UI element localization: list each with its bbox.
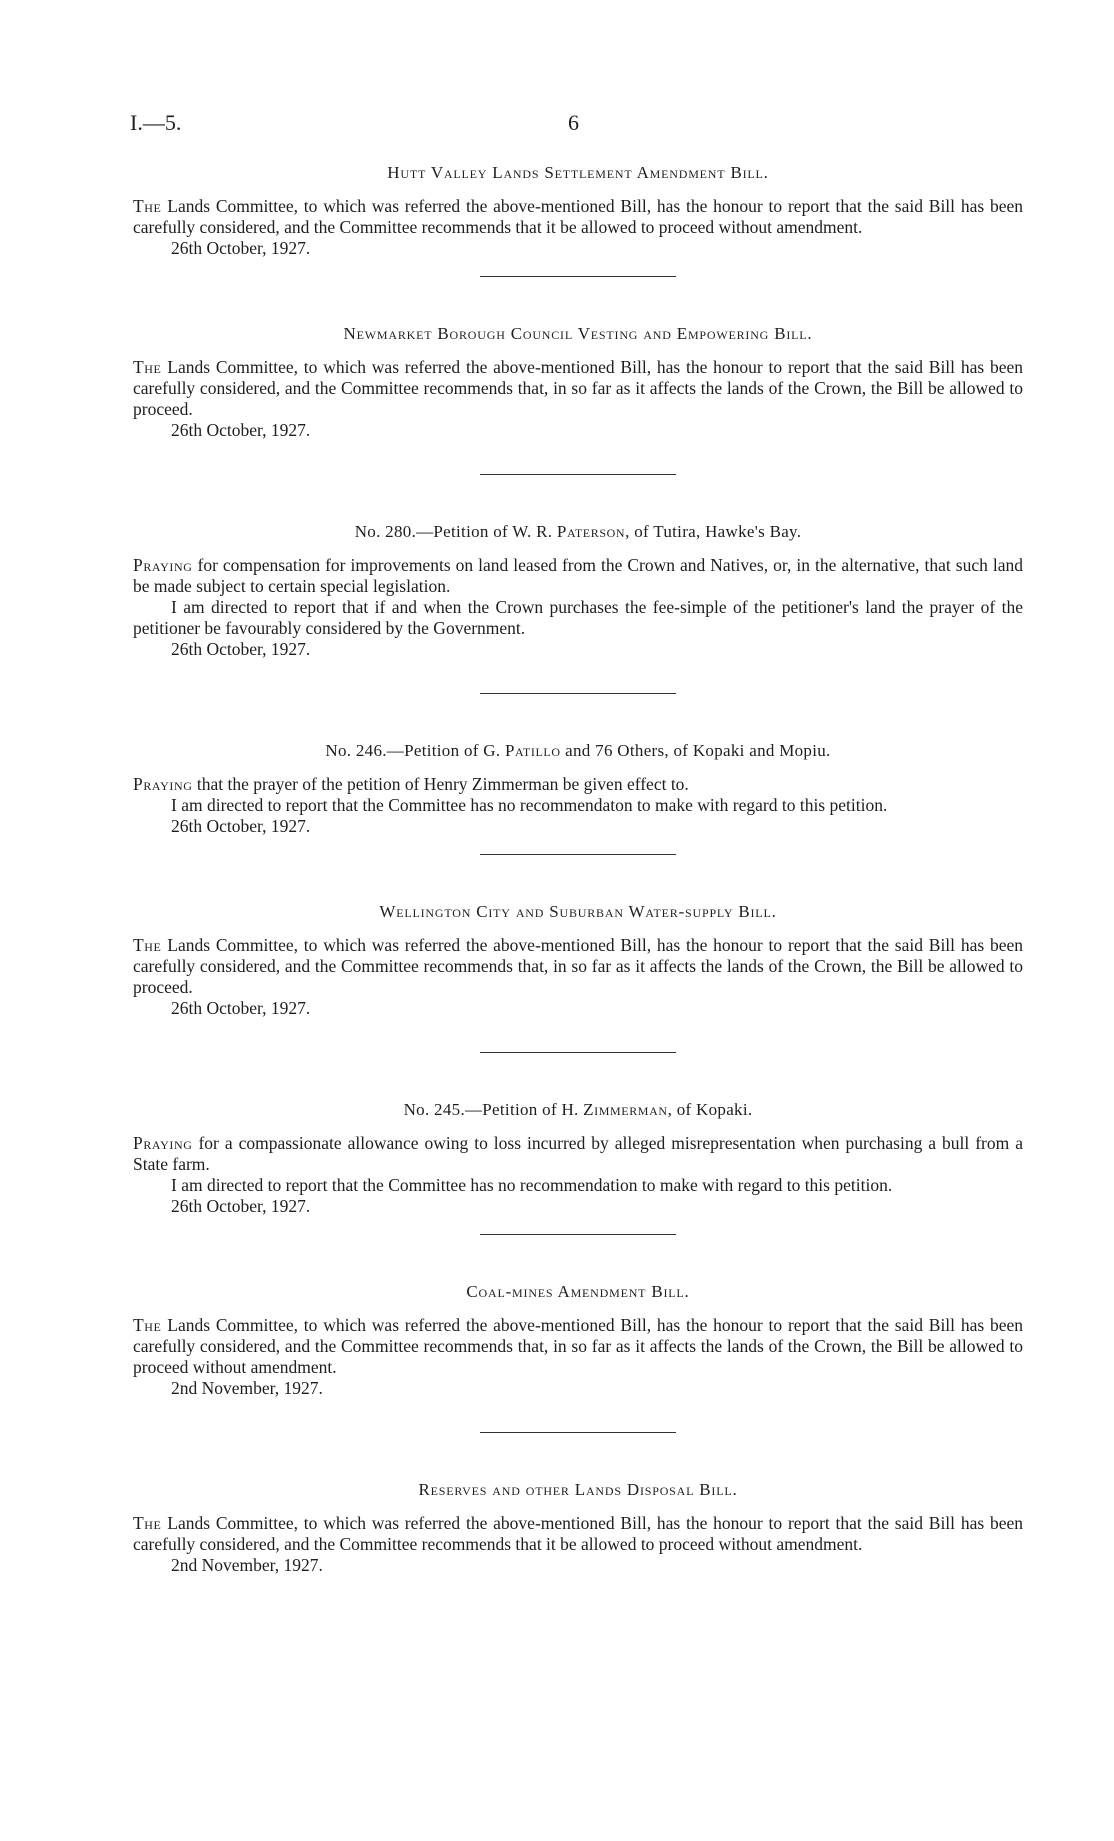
report-section-petition-246 xyxy=(133,740,1023,855)
section-heading: Wellington City and Suburban Water-supply Bill. xyxy=(379,902,777,921)
lead-word: The xyxy=(133,1513,162,1533)
section-divider xyxy=(480,854,676,855)
section-date: 26th October, 1927. xyxy=(171,1196,311,1216)
section-paragraph xyxy=(133,1513,1023,1555)
paragraph-text: that the prayer of the petition of Henry Zimmerman be given effect to. xyxy=(192,774,689,794)
section-divider xyxy=(480,693,676,694)
section-heading xyxy=(133,740,1023,762)
section-heading: Newmarket Borough Council Vesting and Empowering Bill. xyxy=(343,324,813,343)
paragraph-text: Lands Committee, to which was referred the above-mentioned Bill, has the honour to report that the said Bill has been carefully considered, and the Committee recommends that, in so far as it affects the lands of the Crown, the Bill be allowed to proceed without amendment. xyxy=(133,1315,1023,1377)
report-section-reserves xyxy=(133,1479,1023,1576)
lead-word: The xyxy=(133,935,162,955)
lead-word: The xyxy=(133,196,162,216)
report-section-wellington-water xyxy=(133,901,1023,1053)
section-heading: Coal-mines Amendment Bill. xyxy=(466,1282,690,1301)
section-date: 26th October, 1927. xyxy=(171,998,311,1018)
paragraph-text: Lands Committee, to which was referred the above-mentioned Bill, has the honour to report that the said Bill has been carefully considered, and the Committee recommends that it be allowed to proceed without amendment. xyxy=(133,196,1023,237)
lead-word: Praying xyxy=(133,774,193,794)
report-paragraph: I am directed to report that the Committee has no recommendaton to make with regard to this petition. xyxy=(171,795,888,815)
paragraph-text: Lands Committee, to which was referred the above-mentioned Bill, has the honour to report that the said Bill has been carefully considered, and the Committee recommends that it be allowed to proceed without amendment. xyxy=(133,1513,1023,1554)
section-date: 26th October, 1927. xyxy=(171,639,311,659)
parliamentary-paper-reference: I.—5. xyxy=(130,110,182,135)
section-divider xyxy=(480,1052,676,1053)
page-number: 6 xyxy=(568,110,579,135)
report-paragraph: I am directed to report that if and when the Crown purchases the fee-simple of the petitioner's land the prayer of the petitioner be favourably considered by the Government. xyxy=(133,597,1023,638)
section-date: 26th October, 1927. xyxy=(171,420,311,440)
paragraph-text: Lands Committee, to which was referred the above-mentioned Bill, has the honour to report that the said Bill has been carefully considered, and the Committee recommends that, in so far as it affects the lands of the Crown, the Bill be allowed to proceed. xyxy=(133,357,1023,419)
section-date: 26th October, 1927. xyxy=(171,816,311,836)
heading-text: , of Tutira, Hawke's Bay. xyxy=(625,522,802,541)
heading-text: No. 246.—Petition of G. xyxy=(325,741,505,760)
section-heading xyxy=(133,521,1023,543)
paragraph-text: for a compassionate allowance owing to loss incurred by alleged misrepresentation when purchasing a bull from a State farm. xyxy=(133,1133,1023,1174)
report-body xyxy=(133,162,1023,1576)
section-heading: Hutt Valley Lands Settlement Amendment Bill. xyxy=(387,163,769,182)
lead-word: The xyxy=(133,1315,162,1335)
petitioner-name: Zimmerman xyxy=(583,1100,668,1119)
lead-word: Praying xyxy=(133,555,193,575)
heading-text: , of Kopaki. xyxy=(667,1100,753,1119)
lead-word: Praying xyxy=(133,1133,193,1153)
section-paragraph xyxy=(133,555,1023,597)
section-divider xyxy=(480,474,676,475)
report-section-petition-280 xyxy=(133,521,1023,694)
heading-text: and 76 Others, of Kopaki and Mopiu. xyxy=(560,741,831,760)
petitioner-name: Patillo xyxy=(504,741,561,760)
paragraph-text: for compensation for improvements on land leased from the Crown and Natives, or, in the alternative, that such land be made subject to certain special legislation. xyxy=(133,555,1023,596)
lead-word: The xyxy=(133,357,162,377)
section-paragraph xyxy=(133,357,1023,420)
report-section-petition-245 xyxy=(133,1099,1023,1235)
report-paragraph: I am directed to report that the Committee has no recommendation to make with regard to this petition. xyxy=(171,1175,893,1195)
section-paragraph xyxy=(133,935,1023,998)
heading-text: No. 245.—Petition of H. xyxy=(403,1100,584,1119)
section-divider xyxy=(480,276,676,277)
section-paragraph xyxy=(133,196,1023,238)
section-heading: Reserves and other Lands Disposal Bill. xyxy=(418,1480,738,1499)
report-section-hutt-valley xyxy=(133,162,1023,277)
section-heading xyxy=(133,1099,1023,1121)
petitioner-name: Paterson xyxy=(556,522,626,541)
section-divider xyxy=(480,1234,676,1235)
section-date: 2nd November, 1927. xyxy=(171,1555,323,1575)
section-divider xyxy=(480,1432,676,1433)
section-paragraph xyxy=(133,774,1023,795)
section-paragraph xyxy=(133,1315,1023,1378)
paragraph-text: Lands Committee, to which was referred the above-mentioned Bill, has the honour to report that the said Bill has been carefully considered, and the Committee recommends that, in so far as it affects the lands of the Crown, the Bill be allowed to proceed. xyxy=(133,935,1023,997)
section-paragraph xyxy=(133,1133,1023,1175)
heading-text: No. 280.—Petition of W. R. xyxy=(354,522,557,541)
report-section-coal-mines xyxy=(133,1281,1023,1433)
section-date: 26th October, 1927. xyxy=(171,238,311,258)
report-section-newmarket xyxy=(133,323,1023,475)
section-date: 2nd November, 1927. xyxy=(171,1378,323,1398)
